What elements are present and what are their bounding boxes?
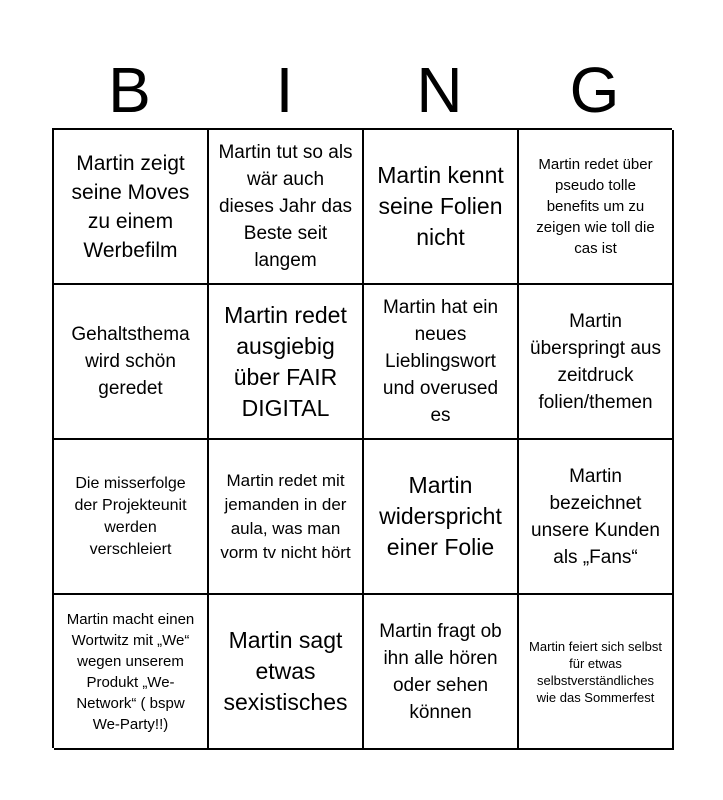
bingo-cell-text: Martin sagt etwas sexistisches — [223, 627, 348, 715]
bingo-cell-text: Martin macht einen Wortwitz mit „We“ wegen unserem Produkt „We-Network“ ( bspw We-Party!!) — [66, 610, 195, 733]
bingo-cell-text: Martin bezeichnet unsere Kunden als „Fans“ — [531, 465, 660, 568]
bingo-cell-text: Martin tut so als wär auch dieses Jahr das Beste seit langem — [218, 142, 353, 271]
bingo-cell-r1c1[interactable] — [54, 130, 209, 285]
bingo-cell-text: Martin zeigt seine Moves zu einem Werbefilm — [71, 151, 190, 262]
bingo-cell-r1c3[interactable] — [364, 130, 519, 285]
bingo-cell-r2c1[interactable] — [54, 285, 209, 440]
bingo-cell-r2c3[interactable] — [364, 285, 519, 440]
bingo-cell-r4c1[interactable] — [54, 595, 209, 750]
header-letter-b: B — [108, 54, 151, 126]
bingo-cell-text: Martin feiert sich selbst für etwas selbstverständliches wie das Sommerfest — [529, 638, 662, 705]
bingo-cell-text: Martin widerspricht einer Folie — [379, 472, 502, 560]
bingo-cell-r4c2[interactable] — [209, 595, 364, 750]
bingo-cell-r3c2[interactable] — [209, 440, 364, 595]
bingo-cell-r4c4[interactable] — [519, 595, 674, 750]
header-letter-g: G — [569, 54, 620, 126]
bingo-cell-r2c2[interactable] — [209, 285, 364, 440]
bingo-cell-text: Martin kennt seine Folien nicht — [377, 162, 504, 250]
header-letter-i: I — [275, 54, 294, 126]
bingo-cell-r2c4[interactable] — [519, 285, 674, 440]
bingo-cell-text: Martin überspringt aus zeitdruck folien/themen — [530, 310, 661, 413]
bingo-header — [52, 52, 672, 128]
bingo-cell-text: Martin redet mit jemanden in der aula, was man vorm tv nicht hört — [220, 470, 351, 562]
bingo-cell-text: Martin redet über pseudo tolle benefits um zu zeigen wie toll die cas ist — [536, 156, 655, 257]
bingo-cell-text: Die misserfolge der Projekteunit werden verschleiert — [74, 474, 187, 558]
bingo-cell-r1c2[interactable] — [209, 130, 364, 285]
bingo-cell-r3c4[interactable] — [519, 440, 674, 595]
bingo-cell-r1c4[interactable] — [519, 130, 674, 285]
header-letter-n: N — [416, 54, 463, 126]
bingo-cell-text: Martin redet ausgiebig über FAIR DIGITAL — [224, 301, 347, 421]
bingo-cell-text: Gehaltsthema wird schön geredet — [71, 324, 190, 399]
bingo-cell-r3c1[interactable] — [54, 440, 209, 595]
bingo-cell-r3c3[interactable] — [364, 440, 519, 595]
bingo-board — [52, 128, 672, 748]
bingo-cell-text: Martin hat ein neues Lieblingswort und overused es — [382, 297, 499, 426]
bingo-cell-r4c3[interactable] — [364, 595, 519, 750]
bingo-cell-text: Martin fragt ob ihn alle hören oder sehen können — [379, 620, 502, 723]
